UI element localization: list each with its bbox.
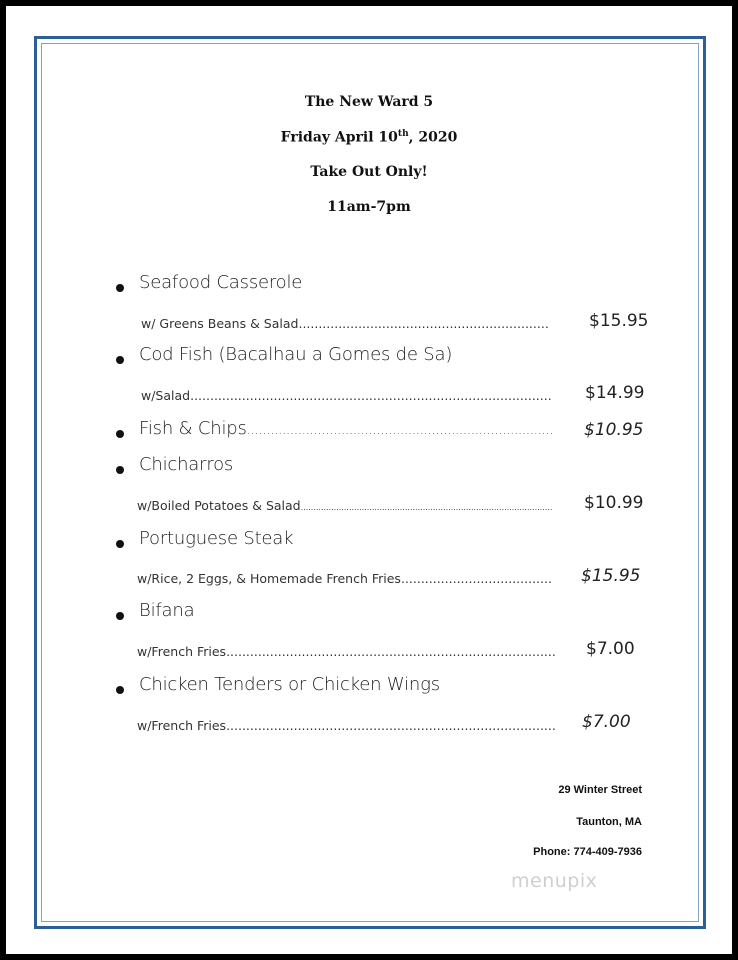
menu-date	[6, 129, 732, 146]
date-suffix: , 2020	[408, 129, 458, 146]
item-name: Chicken Tenders or Chicken Wings	[139, 674, 440, 695]
phone-number: Phone: 774-409-7936	[533, 846, 642, 858]
bullet	[116, 356, 124, 364]
watermark: menupix	[511, 870, 598, 892]
item-name: Portuguese Steak	[139, 528, 294, 549]
item-price: $15.95	[589, 311, 649, 331]
item-name: Bifana	[139, 600, 195, 621]
item-description: w/Boiled Potatoes & Salad .....	[137, 498, 553, 513]
item-description: w/Salad .....	[141, 388, 551, 403]
item-name: Chicharros	[139, 454, 234, 475]
service-note: Take Out Only!	[310, 164, 428, 180]
menu-page	[6, 6, 732, 954]
item-price: $15.95	[581, 566, 641, 586]
item-name: Seafood Casserole	[139, 272, 303, 293]
item-description: w/French Fries .....	[137, 718, 555, 733]
item-price: $7.00	[586, 639, 635, 659]
bullet	[116, 540, 124, 548]
date-prefix: Friday April 10	[280, 129, 398, 146]
item-price: $7.00	[582, 712, 631, 732]
item-price: $14.99	[585, 383, 645, 403]
date-ordinal: th	[397, 129, 409, 139]
bullet	[116, 284, 124, 292]
item-description: w/Rice, 2 Eggs, & Homemade French Fries .....	[137, 571, 553, 586]
item-description: w/ Greens Beans & Salad .....	[141, 316, 549, 331]
address-street: 29 Winter Street	[558, 784, 642, 796]
item-name: Cod Fish (Bacalhau a Gomes de Sa)	[139, 344, 453, 365]
item-name: Fish & Chips .....	[139, 418, 553, 439]
bullet	[116, 612, 124, 620]
restaurant-name: The New Ward 5	[304, 94, 434, 110]
bullet	[116, 466, 124, 474]
bullet	[116, 686, 124, 694]
address-city: Taunton, MA	[576, 816, 642, 828]
item-price: $10.95	[584, 420, 644, 440]
item-description: w/French Fries .....	[137, 644, 555, 659]
hours: 11am-7pm	[327, 199, 411, 215]
item-price: $10.99	[584, 493, 644, 513]
bullet	[116, 430, 124, 438]
